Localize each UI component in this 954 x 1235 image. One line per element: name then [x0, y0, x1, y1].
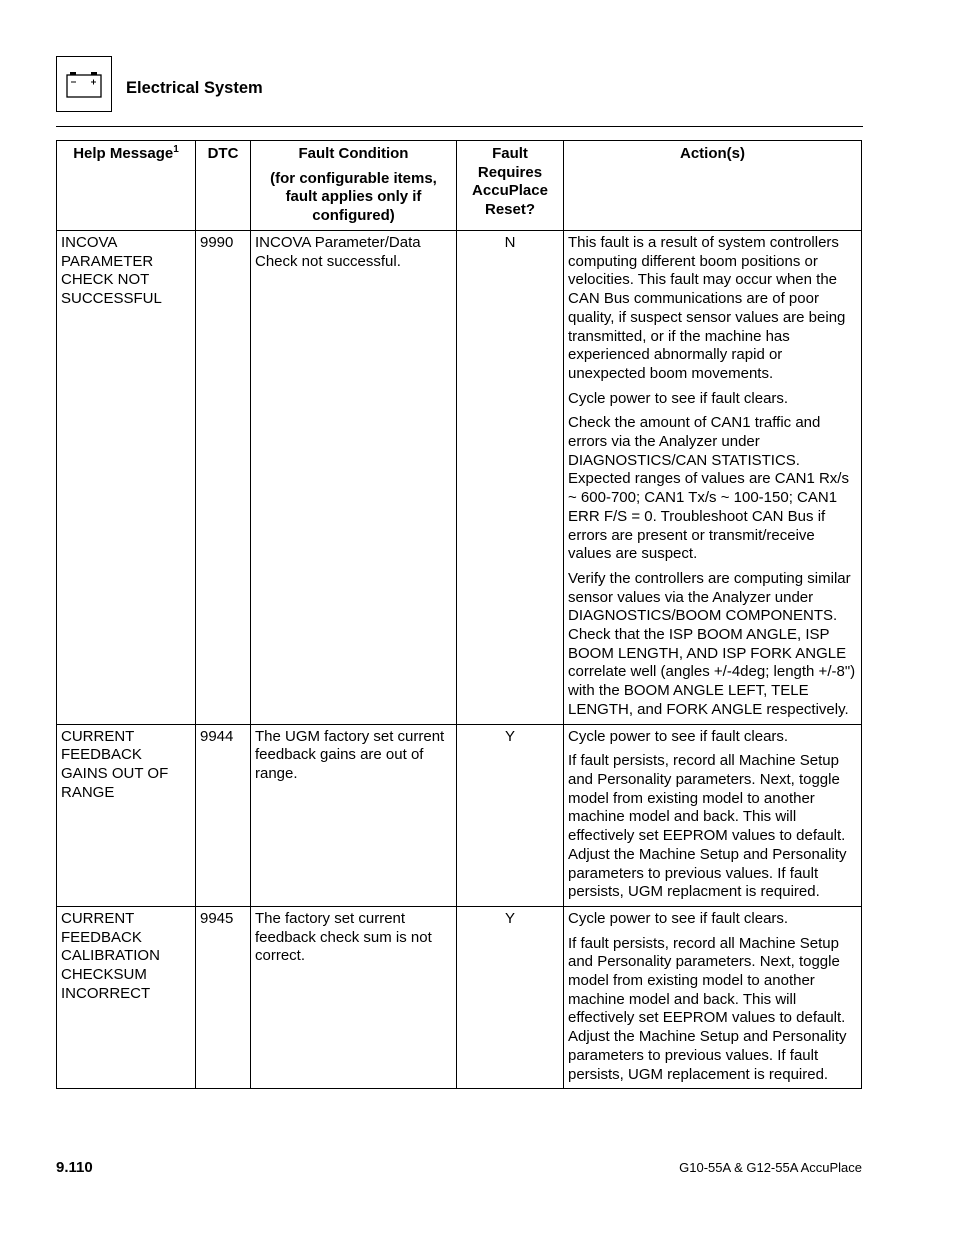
table-header-row: [57, 141, 862, 231]
actions-cell: [564, 724, 862, 906]
column-header-dtc: DTC: [196, 141, 251, 231]
action-paragraph: Verify the controllers are computing similar sensor values via the Analyzer under DIAGNOSTICS/BOOM COMPONENTS. Check that the ISP BOOM ANGLE, ISP BOOM LENGTH, AND ISP FORK ANGLE correlate well (angles +/-4deg; length +/-8") with the BOOM ANGLE LEFT, TELE LENGTH, and FORK ANGLE respectively.: [568, 569, 856, 718]
column-header-actions: Action(s): [564, 141, 862, 231]
help-message-cell: INCOVA PARAMETER CHECK NOT SUCCESSFUL: [57, 231, 196, 725]
table-row: [57, 906, 862, 1088]
table-row: [57, 724, 862, 906]
action-paragraph: If fault persists, record all Machine Setup and Personality parameters. Next, toggle model from existing model to another machine model and back. This will effectively set EEPROM values to default. Adjust the Machine Setup and Personality parameters to previous values. If fault persists, UGM replacement is required.: [568, 934, 847, 1083]
column-header-fault-condition: Fault Condition (for configurable items, fault applies only if configured): [251, 141, 457, 231]
document-name: G10-55A & G12-55A AccuPlace: [679, 1160, 862, 1175]
table-row: [57, 231, 862, 725]
column-header-help-message: Help Message$^1$: [57, 141, 196, 231]
action-paragraph: Cycle power to see if fault clears.: [568, 389, 789, 407]
section-title: Electrical System: [126, 79, 263, 97]
battery-icon-box: [56, 56, 112, 112]
dtc-cell: 9945: [196, 906, 251, 1088]
header-divider: [56, 126, 863, 127]
action-paragraph: This fault is a result of system controllers computing different boom positions or velocities. This fault may occur when the CAN Bus communications are of poor quality, if suspect sensor values are being transmitted, or if the machine has experienced abnormally rapid or unexpected boom movements.: [568, 234, 846, 382]
action-paragraph: Check the amount of CAN1 traffic and errors via the Analyzer under DIAGNOSTICS/CAN STATISTICS. Expected ranges of values are CAN1 Rx/s ~ 600-700; CAN1 Tx/s ~ 100-150; CAN1 ERR F/S = 0. Troubleshoot CAN Bus if errors are present or transmit/receive values are suspect.: [568, 414, 849, 563]
battery-icon: [65, 71, 105, 99]
fault-condition-cell: INCOVA Parameter/Data Check not successful.: [251, 231, 457, 725]
help-message-cell: CURRENT FEEDBACK GAINS OUT OF RANGE: [57, 724, 196, 906]
action-paragraph: If fault persists, record all Machine Setup and Personality parameters. Next, toggle model from existing model to another machine model and back. This will effectively set EEPROM values to default. Adjust the Machine Setup and Personality parameters to previous values. If fault persists, UGM replacment is required.: [568, 752, 847, 901]
action-paragraph: Cycle power to see if fault clears.: [568, 909, 789, 927]
fault-table: [56, 140, 862, 1089]
reset-cell: Y: [457, 724, 564, 906]
action-paragraph: Cycle power to see if fault clears.: [568, 727, 789, 745]
fault-condition-cell: The factory set current feedback check sum is not correct.: [251, 906, 457, 1088]
reset-cell: Y: [457, 906, 564, 1088]
page-number: 9.110: [56, 1159, 93, 1176]
fault-condition-cell: The UGM factory set current feedback gains are out of range.: [251, 724, 457, 906]
help-message-cell: CURRENT FEEDBACK CALIBRATION CHECKSUM INCORRECT: [57, 906, 196, 1088]
actions-cell: [564, 231, 862, 725]
actions-cell: [564, 906, 862, 1088]
dtc-cell: 9990: [196, 231, 251, 725]
column-header-reset: Fault Requires AccuPlace Reset?: [457, 141, 564, 231]
reset-cell: N: [457, 231, 564, 725]
dtc-cell: 9944: [196, 724, 251, 906]
